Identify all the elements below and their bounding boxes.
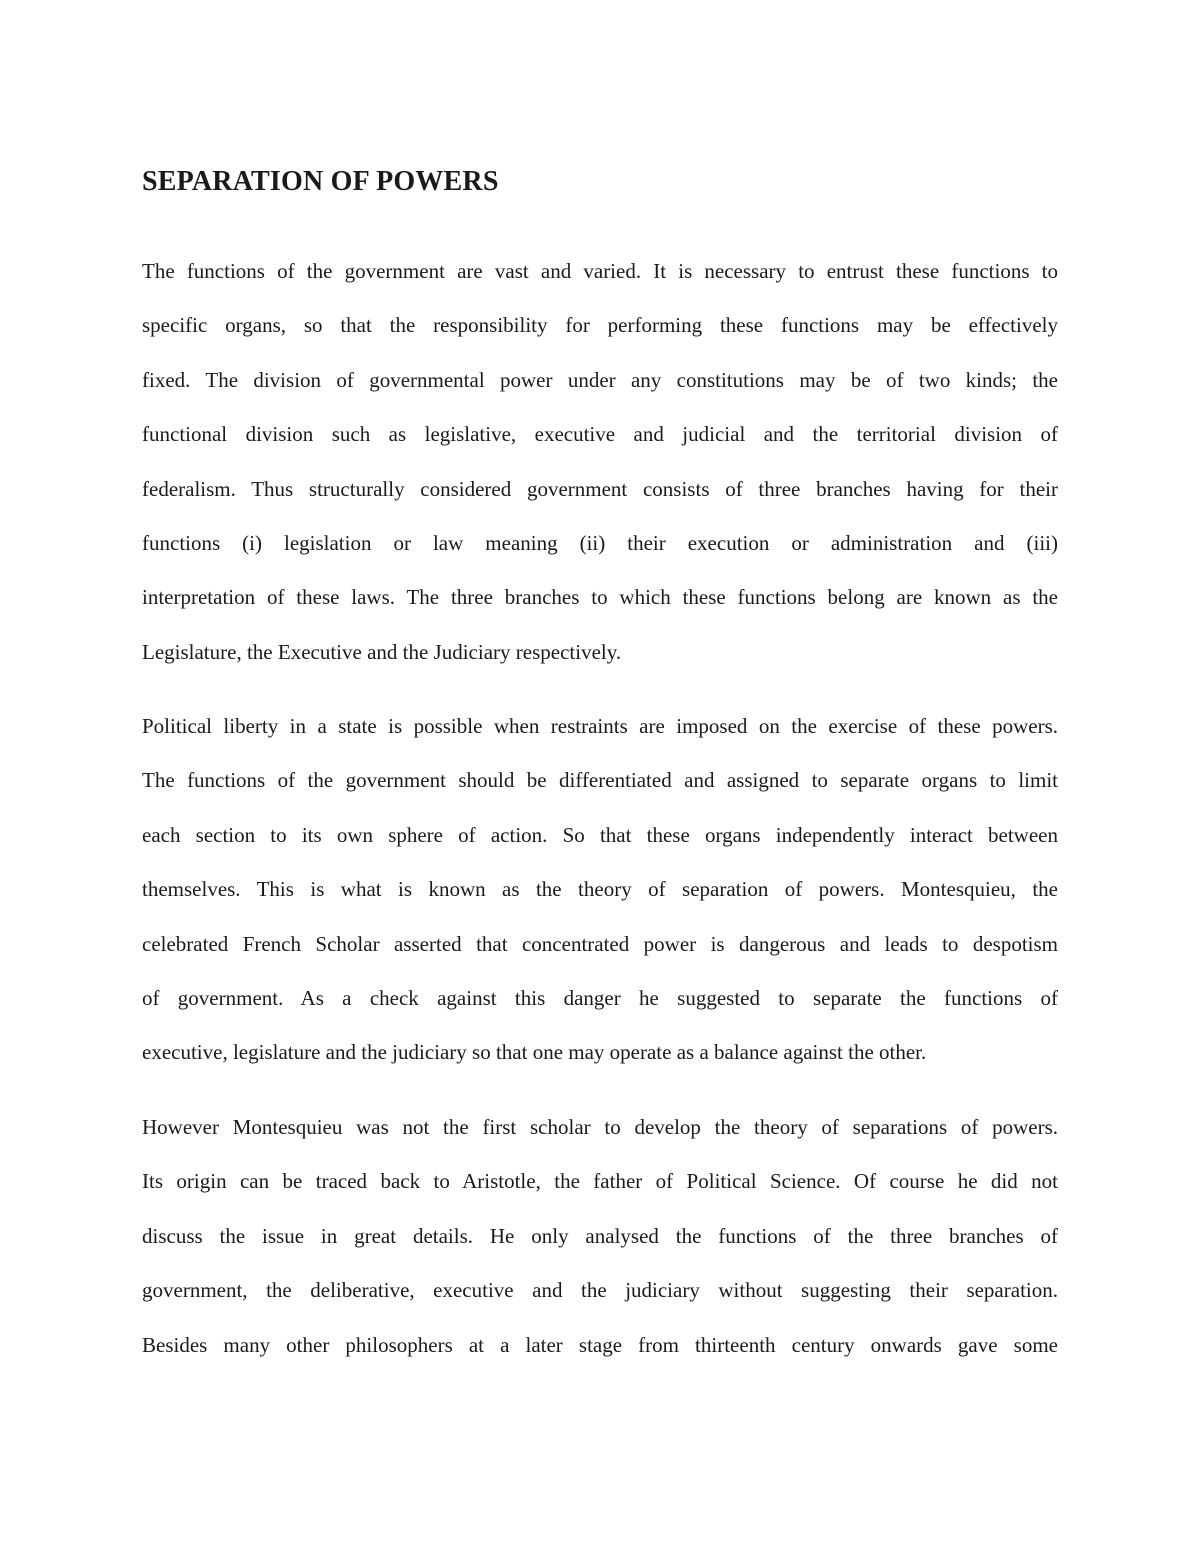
document-body <box>142 160 1058 1357</box>
paragraph-line: Legislature, the Executive and the Judiciary respectively. <box>142 639 622 664</box>
paragraph-line: functions (i) legislation or law meaning (ii) their execution or administration and (iii) <box>142 530 1058 555</box>
paragraph-line: functional division such as legislative, executive and judicial and the territorial division of <box>142 422 1058 447</box>
paragraph-line: interpretation of these laws. The three branches to which these functions belong are known as the <box>142 585 1058 610</box>
paragraph-1 <box>142 244 1058 679</box>
paragraph-line: Its origin can be traced back to Aristotle, the father of Political Science. Of course he did not <box>142 1169 1058 1194</box>
paragraph-line: Besides many other philosophers at a later stage from thirteenth century onwards gave some <box>142 1332 1058 1357</box>
paragraph-line: themselves. This is what is known as the theory of separation of powers. Montesquieu, the <box>142 877 1058 902</box>
paragraph-line: celebrated French Scholar asserted that concentrated power is dangerous and leads to despotism <box>142 931 1058 956</box>
paragraph-line: discuss the issue in great details. He only analysed the functions of the three branches of <box>142 1223 1058 1248</box>
paragraph-2 <box>142 699 1058 1080</box>
paragraph-line: Political liberty in a state is possible when restraints are imposed on the exercise of these powers. <box>142 714 1058 738</box>
paragraph-line: government, the deliberative, executive and the judiciary without suggesting their separation. <box>142 1278 1058 1303</box>
document-title: SEPARATION OF POWERS <box>142 166 499 197</box>
paragraph-line: The functions of the government are vast and varied. It is necessary to entrust these functions to <box>142 259 1058 283</box>
paragraph-line: fixed. The division of governmental power under any constitutions may be of two kinds; the <box>142 367 1058 392</box>
paragraph-line: each section to its own sphere of action. So that these organs independently interact between <box>142 822 1058 847</box>
paragraph-3 <box>142 1100 1058 1372</box>
paragraph-line: specific organs, so that the responsibility for performing these functions may be effectively <box>142 313 1058 338</box>
paragraph-line: executive, legislature and the judiciary so that one may operate as a balance against the other. <box>142 1040 927 1065</box>
paragraph-line: federalism. Thus structurally considered government consists of three branches having for their <box>142 476 1058 501</box>
paragraph-line: of government. As a check against this danger he suggested to separate the functions of <box>142 985 1058 1010</box>
paragraph-line: The functions of the government should be differentiated and assigned to separate organs to limit <box>142 768 1058 793</box>
paragraph-line: However Montesquieu was not the first scholar to develop the theory of separations of powers. <box>142 1115 1058 1139</box>
